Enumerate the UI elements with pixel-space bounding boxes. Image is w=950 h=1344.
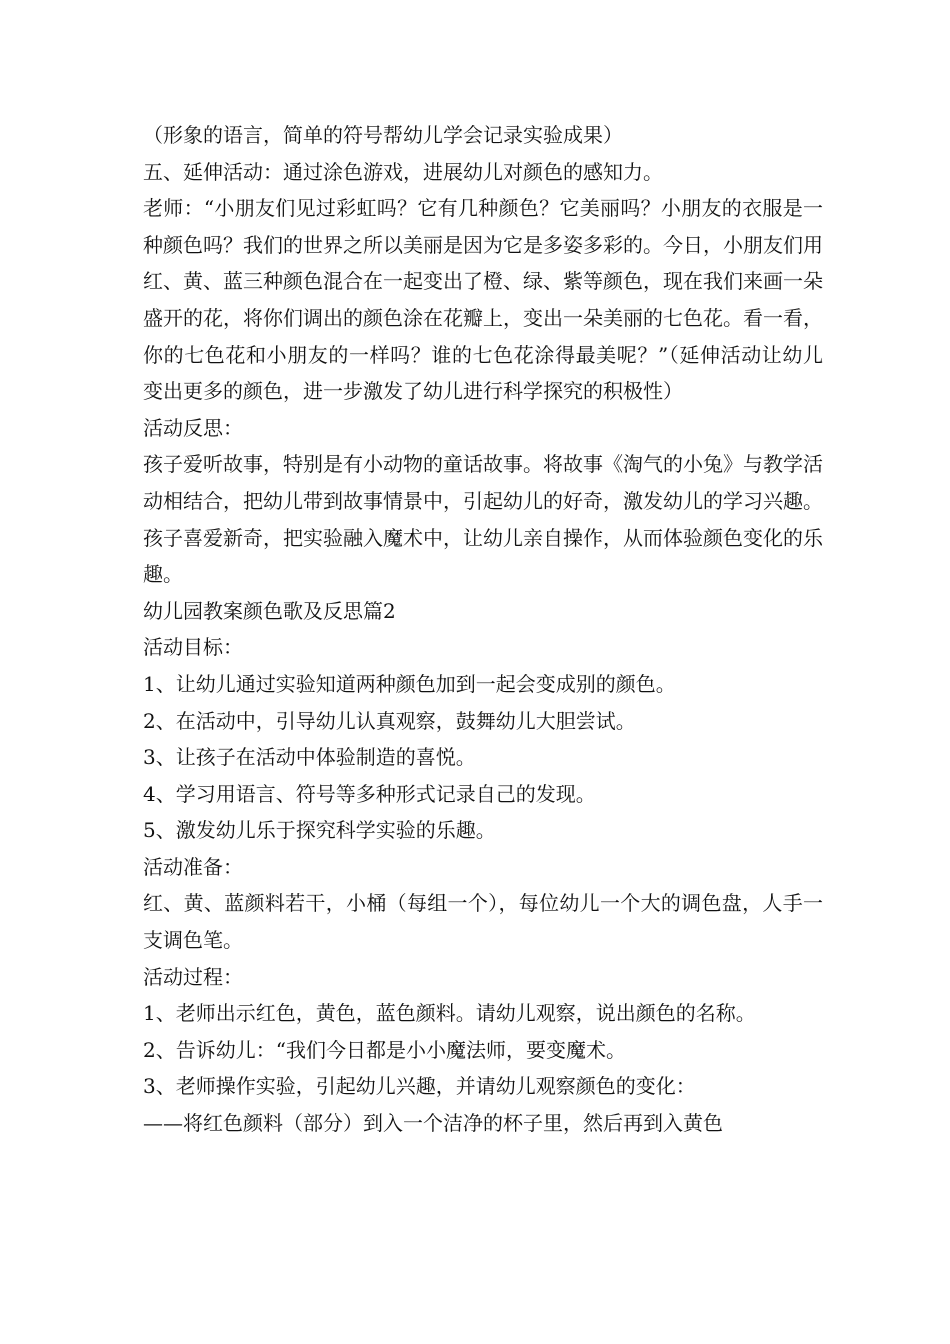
- paragraph-recording-note: （形象的语言，简单的符号帮幼儿学会记录实验成果）: [143, 123, 623, 147]
- goal-item-3: 3、让孩子在活动中体验制造的喜悦。: [143, 745, 476, 770]
- process-step-3: 3、老师操作实验，引起幼儿兴趣，并请幼儿观察颜色的变化：: [143, 1074, 696, 1099]
- process-step-1: 1、老师出示红色，黄色，蓝色颜料。请幼儿观察，说出颜色的名称。: [143, 1001, 756, 1026]
- document-body: [143, 117, 823, 1142]
- process-step-3-detail: ——将红色颜料（部分）到入一个洁净的杯子里，然后再到入黄色: [143, 1111, 723, 1136]
- process-step-2: 2、告诉幼儿：“我们今日都是小小魔法师，要变魔术。: [143, 1037, 626, 1062]
- paragraph-extension-activity: 五、延伸活动：通过涂色游戏，进展幼儿对颜色的感知力。: [143, 159, 663, 184]
- paragraph-teacher-speech: 老师：“小朋友们见过彩虹吗？它有几种颜色？它美丽吗？小朋友的衣服是一种颜色吗？我们的世界之所以美丽是因为它是多姿多彩的。今日，小朋友们用红、黄、蓝三种颜色混合在一起变出了橙、绿、紫等颜色，现在我们来画一朵盛开的花，将你们调出的颜色涂在花瓣上，变出一朵美丽的七色花。看一看，你的七色花和小朋友的一样吗？谁的七色花涂得最美呢？”（延伸活动让幼儿变出更多的颜色，进一步激发了幼儿进行科学探究的积极性）: [143, 196, 823, 404]
- heading-activity-preparation: 活动准备：: [143, 854, 243, 879]
- goal-item-4: 4、学习用语言、符号等多种形式记录自己的发现。: [143, 781, 596, 806]
- goal-item-5: 5、激发幼儿乐于探究科学实验的乐趣。: [143, 818, 496, 843]
- paragraph-reflection-magic: 孩子喜爱新奇，把实验融入魔术中，让幼儿亲自操作，从而体验颜色变化的乐趣。: [143, 525, 823, 587]
- paragraph-reflection-story: 孩子爱听故事，特别是有小动物的童话故事。将故事《淘气的小兔》与教学活动相结合，把幼儿带到故事情景中，引起幼儿的好奇，激发幼儿的学习兴趣。: [143, 452, 823, 513]
- heading-activity-goals: 活动目标：: [143, 635, 243, 660]
- goal-item-2: 2、在活动中，引导幼儿认真观察，鼓舞幼儿大胆尝试。: [143, 708, 636, 733]
- heading-activity-process: 活动过程：: [143, 964, 243, 989]
- section-title-part-2: 幼儿园教案颜色歌及反思篇2: [143, 598, 396, 623]
- paragraph-preparation-materials: 红、黄、蓝颜料若干，小桶（每组一个），每位幼儿一个大的调色盘，人手一支调色笔。: [143, 891, 823, 953]
- heading-activity-reflection: 活动反思：: [143, 415, 243, 440]
- goal-item-1: 1、让幼儿通过实验知道两种颜色加到一起会变成别的颜色。: [143, 671, 676, 696]
